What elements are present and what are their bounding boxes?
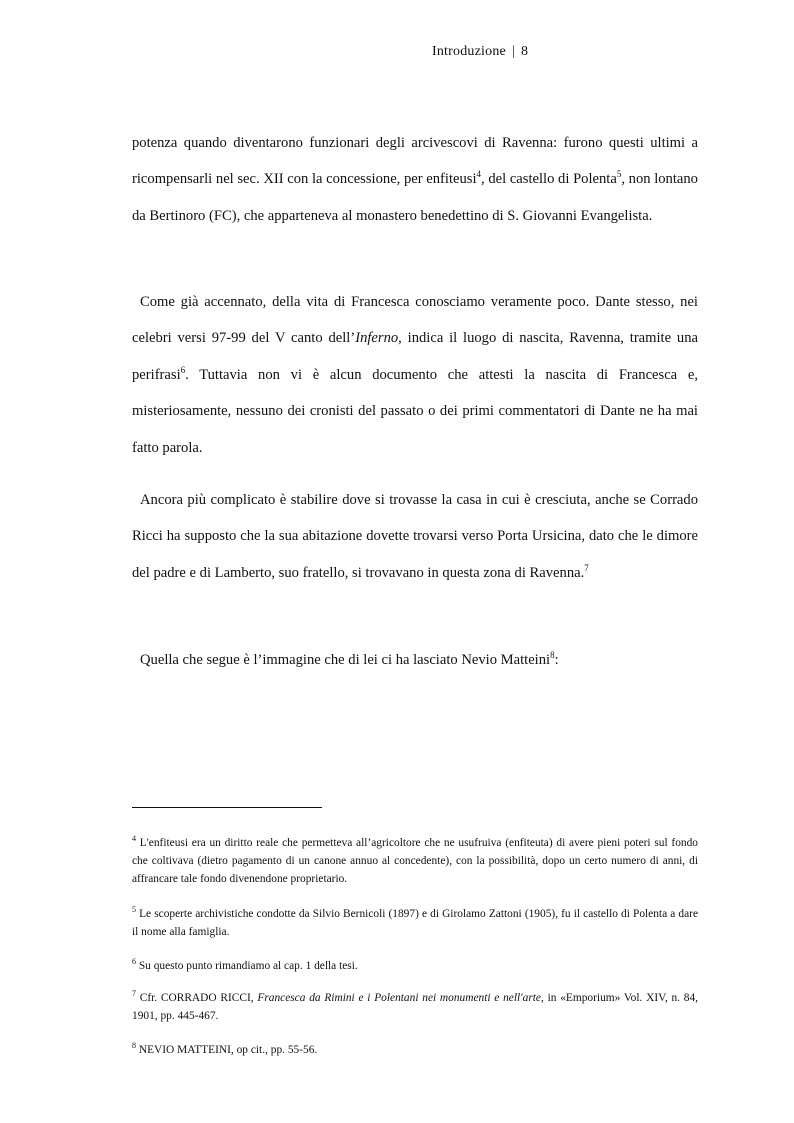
running-header: [432, 44, 528, 60]
paragraph-text: , del castello di Polenta: [481, 171, 617, 188]
footnote-number: 4: [132, 834, 136, 844]
footnote-number: 8: [132, 1041, 136, 1051]
paragraph-3: [132, 482, 698, 591]
footnote-4: [132, 834, 698, 888]
paragraph-text: Quella che segue è l’immagine che di lei ci ha lasciato Nevio Matteini: [140, 652, 551, 668]
paragraph-text: potenza quando diventarono funzionari degli arcivescovi di Ravenna: furono questi ultimi a ricompensarli nel sec. XII con la concessione, per enfiteusi: [132, 135, 698, 188]
inferno-title: Inferno: [355, 330, 399, 347]
footnote-text: , in «Emporium» Vol. XIV, n. 84, 1901, pp. 445-467.: [132, 992, 699, 1022]
paragraph-text: . Tuttavia non vi è alcun documento che attesti la nascita di Francesca e, misteriosamente, nessuno dei cronisti del passato o dei primi commentatori di Dante ne ha mai fatto parola.: [132, 366, 698, 456]
footnote-ref-7[interactable]: 7: [584, 562, 589, 573]
paragraph-text: :: [554, 652, 559, 668]
cited-work-title: Francesca da Rimini e i Polentani nei monumenti e nell'arte: [257, 992, 541, 1004]
paragraph-4: [132, 642, 698, 678]
page-number: 8: [520, 44, 529, 59]
footnote-text: Su questo punto rimandiamo al cap. 1 della tesi.: [136, 960, 358, 972]
footnote-6: [132, 957, 698, 975]
footnote-number: 5: [132, 905, 136, 915]
footnote-number: 6: [132, 957, 136, 967]
footnote-text: L'enfiteusi era un diritto reale che permetteva all’agricoltore che ne usufruiva (enfiteuta) di avere pieni poteri sul fondo che coltivava (dietro pagamento di un canone annuo al concedente), con la possibilità, dopo un certo numero di anni, di affrancare tale fondo divenendone proprietario.: [132, 837, 698, 885]
footnote-number: 7: [132, 989, 136, 999]
header-separator: |: [511, 44, 515, 59]
footnote-ref-5[interactable]: 5: [616, 169, 622, 180]
paragraph-2: [132, 284, 698, 466]
footnote-text: Le scoperte archivistiche condotte da Silvio Bernicoli (1897) e di Girolamo Zattoni (1905), fu il castello di Polenta a dare il nome alla famiglia.: [132, 908, 698, 938]
paragraph-text: Ancora più complicato è stabilire dove si trovasse la casa in cui è cresciuta, anche se Corrado Ricci ha supposto che la sua abitazione dovette trovarsi verso Porta Ursicina, dato che le dimore del padre e di Lamberto, suo fratello, si trovavano in questa zona di Ravenna.: [132, 492, 698, 581]
footnote-text: Cfr. CORRADO RICCI,: [136, 992, 258, 1004]
footnote-text: NEVIO MATTEINI, op cit., pp. 55-56.: [136, 1044, 318, 1056]
footnote-ref-6[interactable]: 6: [180, 364, 186, 375]
footnote-8: [132, 1041, 698, 1059]
header-section-title: Introduzione: [432, 44, 506, 59]
paragraph-text: Come già accennato, della vita di Francesca conosciamo veramente poco. Dante stesso, nei celebri versi 97-99 del V canto dell’: [132, 294, 698, 347]
paragraph-text: , indica il luogo di nascita, Ravenna, tramite una perifrasi: [132, 330, 698, 383]
paragraph-text: , non lontano da Bertinoro (FC), che apparteneva al monastero benedettino di S. Giovanni Evangelista.: [132, 171, 698, 224]
footnote-7: [132, 989, 698, 1025]
footnote-ref-4[interactable]: 4: [476, 169, 482, 180]
footnote-5: [132, 905, 698, 941]
footnote-ref-8[interactable]: 8: [550, 650, 555, 661]
paragraph-1: [132, 125, 698, 234]
footnote-separator: [132, 807, 322, 808]
